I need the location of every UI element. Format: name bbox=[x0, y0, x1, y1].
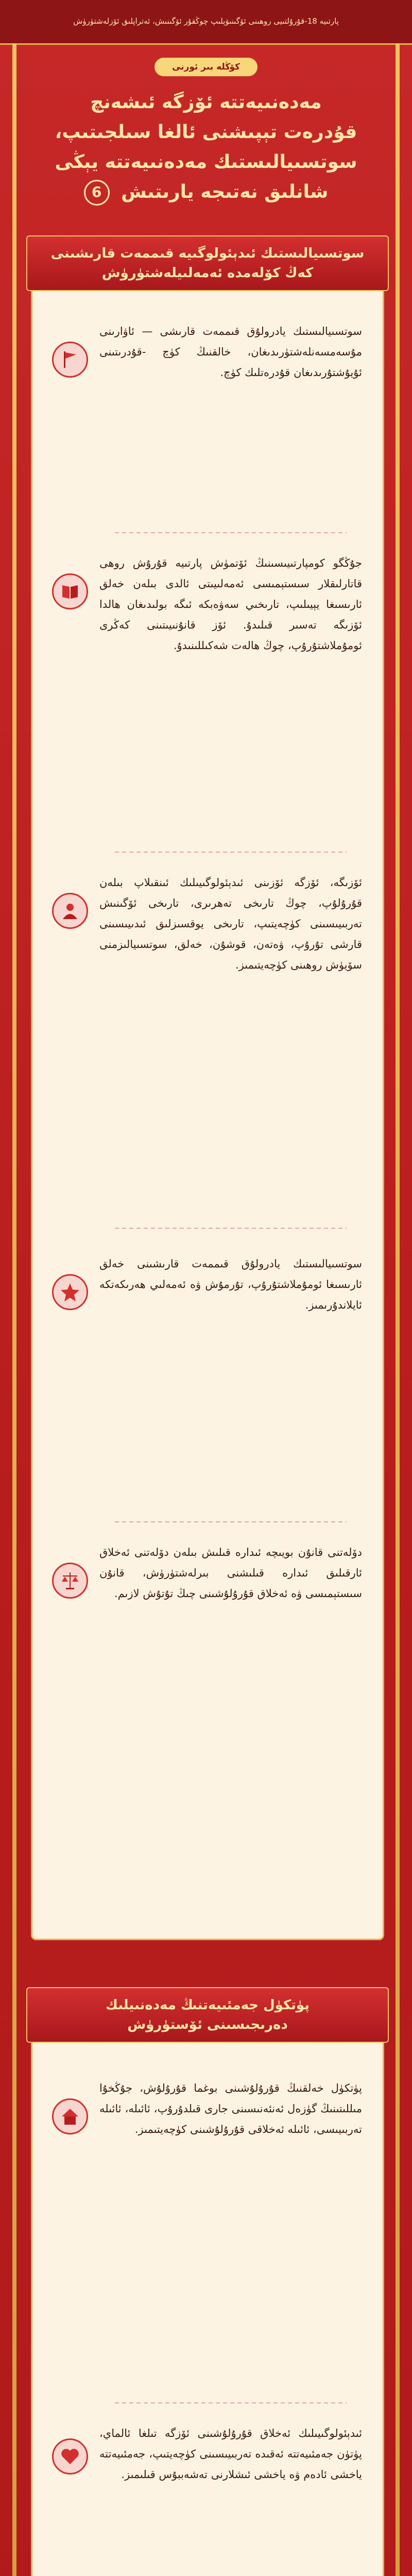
section-1-paragraph-3 bbox=[99, 872, 362, 1223]
paragraph-text: ئۆزىگە، ئۆزگە ئۆزىنى ئىدېئولوگىيىلىك ئىنقىلاپ بىلەن قۇرۇلۇپ، چوڭ تارىخى تەھرىرى، تارىخى ئۆگىنىش تەربىيىسىنى كۈچەيتىپ، تارىخى يوقسىزلىق ئىدىيىسىنى قارشى تۇرۇپ، ۋەتەن، قوشۇن، خەلق، سوتسىيالىزمنى سۆيۈش روھىنى كۈچەيتىمىز. bbox=[99, 876, 362, 971]
title-line-2: قۇدرەت تېپىشنى ئالغا سىلجىتىپ، bbox=[55, 122, 357, 143]
section-2-heading bbox=[26, 1987, 389, 2043]
left-gold-border bbox=[12, 43, 16, 2576]
people-icon bbox=[52, 893, 88, 929]
section-1-paragraph-4 bbox=[99, 1253, 362, 1521]
title-line-1: مەدەنىيەتتە ئۆزگە ئىشەنچ bbox=[90, 92, 322, 113]
section-2-heading-line-1: پۈتكۈل جەمئىيەتنىڭ مەدەنىيلىك bbox=[105, 1997, 310, 2013]
divider bbox=[115, 852, 347, 853]
right-gold-border bbox=[396, 43, 400, 2576]
divider bbox=[115, 532, 347, 533]
section-1-heading-line-2: كەڭ كۆلەمدە ئەمەلىيلەشتۈرۈش bbox=[101, 265, 314, 281]
top-banner bbox=[0, 0, 412, 45]
home-icon bbox=[52, 2098, 88, 2134]
paragraph-text: سوتسىيالىستىك يادرولۇق قىممەت قارىشىنى خەلق ئارىسىغا ئومۇملاشتۇرۇپ، تۇرمۇش ۋە ئەمەلىي ھەرىكەتكە ئايلاندۇرىمىز. bbox=[99, 1258, 362, 1311]
title-line-3: سوتسىيالىستىك مەدەنىيەتتە يېڭى bbox=[55, 151, 357, 173]
divider bbox=[115, 2402, 347, 2403]
section-1-paragraph-1 bbox=[99, 321, 362, 506]
section-1-heading bbox=[26, 235, 389, 291]
paragraph-text: جۇڭگو كومپارتىيىسىنىڭ ئۆتمۈش پارتىيە قۇرۇش روھى قاتارلىقلار سىستېمىسى ئەمەلىيىتى ئالدى بىلەن خەلق ئارىسىغا يېيىلىپ، تارىخىي سەۋەبكە ئىگە بولىدىغان ھالدا ئۆزىگە تەسىر قىلىدۇ. ئۆز قانۇنىيىتىنى كەڭرى ئومۇملاشتۇرۇپ، چوڭ ھالەت شەكىللىنىدۇ. bbox=[99, 557, 362, 652]
paragraph-text: سوتسىيالىستىك يادرولۇق قىممەت قارىشى — ئاۋارىنى مۇسەمسەنلەشتۈرىدىغان، خالقنىڭ كۈچ -قۇدرىتىنى ئۇيۇشتۇرىدىغان قۇدرەتلىك كۈچ. bbox=[99, 325, 362, 379]
section-1-card bbox=[31, 242, 384, 1940]
topic-tag: كۆڭلە بىر ئورنى bbox=[154, 58, 258, 76]
title-line-4 bbox=[41, 177, 371, 207]
divider bbox=[115, 1521, 347, 1522]
book-icon bbox=[52, 573, 88, 609]
paragraph-text: دۆلەتنى قانۇن بويىچە ئىدارە قىلىش بىلەن دۆلەتنى ئەخلاق ئارقىلىق ئىدارە قىلىشنى بىرلەشتۈرۈش، قانۇن سىستېمىسى ۋە ئەخلاق قۇرۇلۇشىنى چىڭ تۇتۇش لازىم. bbox=[99, 1546, 362, 1600]
section-1-heading-line-1: سوتسىيالىستىك ئىدېئولوگىيە قىممەت قارىشىنى bbox=[50, 246, 365, 261]
divider bbox=[115, 1228, 347, 1229]
paragraph-text: ئىدېئولوگىيىلىك ئەخلاق قۇرۇلۇشىنى ئۆزگە تىلغا ئالماي، پۈتۈن جەمئىيەتتە ئەقىدە تەربىيىسىنى كۈچەيتىپ، جەمئىيەتتە ياخشى ئادەم ۋە ياخشى ئىشلارنى تەشەببۇس قىلىمىز. bbox=[99, 2427, 362, 2481]
section-2-paragraph-2 bbox=[99, 2423, 362, 2576]
star-icon bbox=[52, 1274, 88, 1310]
paragraph-text: پۈتكۈل خەلقنىڭ قۇرۇلۇشىنى بوغما قۇرۇلۇش، جۇڭخۇا مىللىتىنىڭ گۈزەل ئەنئەنىسىنى جارى قىلدۇرۇپ، ئائىلە، ئائىلە تەربىيىسى، ئائىلە ئەخلاقى قۇرۇلۇشىنى كۈچەيتىمىز. bbox=[99, 2082, 362, 2136]
title-line-4-text: شانلىق نەتىجە يارىتىش bbox=[121, 181, 329, 202]
page-title bbox=[41, 88, 371, 207]
banner-text: پارتىيە 18-قۇرۇلتىيى روھىنى ئۆگىنىۋېلىپ چوڭقۇر ئۆگىنىش، ئەتراپلىق ئۆزلەشتۈرۈش bbox=[73, 16, 339, 26]
flag-icon bbox=[52, 342, 88, 378]
section-2-heading-line-2: دەرىجىسىنى ئۆستۈرۈش bbox=[127, 2017, 288, 2032]
heart-icon bbox=[52, 2438, 88, 2475]
section-2-card bbox=[31, 1994, 384, 2576]
section-1-paragraph-5 bbox=[99, 1542, 362, 1892]
scales-icon bbox=[52, 1563, 88, 1599]
title-number-badge: 6 bbox=[84, 180, 110, 206]
section-2-paragraph-1 bbox=[99, 2078, 362, 2449]
